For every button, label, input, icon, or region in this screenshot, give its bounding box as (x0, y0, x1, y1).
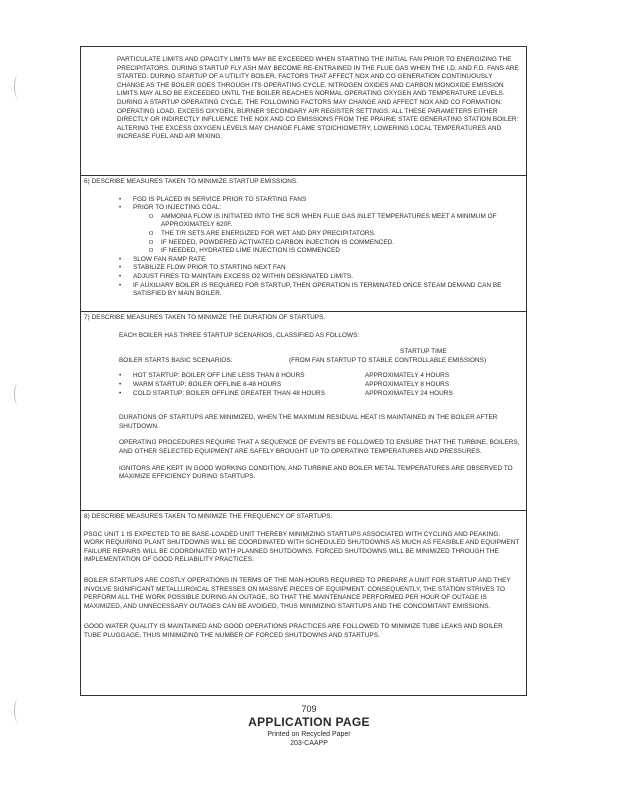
list-item: • ADJUST FIRES TO MAINTAIN EXCESS O2 WITHIN DESIGNATED LIMITS. (81, 273, 520, 282)
table-row (81, 381, 520, 390)
section-paragraph: GOOD WATER QUALITY IS MAINTAINED AND GOOD OPERATIONS PRACTICES ARE FOLLOWED TO MINIMIZE TUBE LEAKS AND BOILER TUBE PLUGGAGE, THUS MINIMIZING THE NUMBER OF FORCED SHUTDOWNS AND STARTUPS. (84, 623, 503, 639)
form-code: 203-CAAPP (290, 740, 328, 747)
sub-list-item: O THE T/R SETS ARE ENERGIZED FOR WET AND DRY PRECIPITATORS. (81, 230, 520, 239)
list-item: • FGD IS PLACED IN SERVICE PRIOR TO STARTING FANS (81, 196, 520, 205)
scenario-label: COLD STARTUP: BOILER OFFLINE GREATER THAN 48 HOURS (133, 389, 326, 397)
binder-hole-mark (14, 384, 21, 404)
form-frame (80, 46, 527, 696)
binder-hole-mark (14, 76, 21, 98)
bullet: • (119, 380, 122, 388)
sub-list-item: O AMMONIA FLOW IS INITIATED INTO THE SCR WHEN FLUE GAS INLET TEMPERATURES MEET A MINIMUM OF APPROXIMATELY 620F. (81, 213, 520, 230)
section-startup-duration (81, 311, 526, 510)
section-startup-emissions (81, 175, 526, 311)
table-row (81, 372, 520, 381)
scenario-label: WARM STARTUP: BOILER OFFLINE 8-48 HOURS (133, 380, 282, 388)
measures-list (81, 196, 520, 299)
time-range-header: (FROM FAN STARTUP TO STABLE CONTROLLABLE EMISSIONS) (289, 356, 487, 364)
scenario-time: APPROXIMATELY 4 HOURS (365, 372, 450, 380)
scenarios-header: BOILER STARTS BASIC SCENARIOS: (119, 356, 233, 364)
table-row (81, 390, 520, 399)
list-item: • IF AUXILIARY BOILER IS REQUIRED FOR STARTUP, THEN OPERATION IS TERMINATED ONCE STEAM DEMAND CAN BE SATISFIED BY MAIN BOILER. (81, 282, 520, 299)
list-item: • STABILIZE FLOW PRIOR TO STARTING NEXT FAN (81, 264, 520, 273)
section-paragraph: PARTICULATE LIMITS AND OPACITY LIMITS MAY BE EXCEEDED WHEN STARTING THE INITIAL FAN PRIOR TO ENERGIZING THE PRECIPITATORS. DURING STARTUP FLY ASH MAY BECOME RE-ENTRAINED IN THE FLUE GAS WHEN THE I.D. AND F.D. FANS ARE STARTED. DURING STARTUP OF A UTILITY BOILER, FACTORS THAT AFFECT NOX AND CO GENERATION CONTINUOUSLY CHANGE AS THE BOILER GOES THROUGH ITS OPERATING CYCLE. NITROGEN OXIDES AND CARBON MONOXIDE EMISSION LIMITS MAY ALSO BE EXCEEDED UNTIL THE BOILER REACHES NORMAL OPERATING OXYGEN AND TEMPERATURE LEVELS. DURING A STARTUP OPERATING CYCLE, THE FOLLOWING FACTORS MAY CHANGE AND AFFECT NOX AND CO FORMATION: OPERATING LOAD, EXCESS OXYGEN, BURNER SECONDARY AIR REGISTER SETTINGS. ALL THESE PARAMETERS EITHER DIRECTLY OR INDIRECTLY INFLUENCE THE NOX AND CO EMISSIONS FROM THE PRAIRIE STATE GENERATING STATION BOILER: ALTERING THE EXCESS OXYGEN LEVELS MAY CHANGE FLAME STOICHIOMETRY, LOWERING LOCAL TEMPERATURES AND INCREASE FUEL AND AIR MIXING. (117, 56, 519, 141)
section-paragraph: OPERATING PROCEDURES REQUIRE THAT A SEQUENCE OF EVENTS BE FOLLOWED TO ENSURE THAT THE TURBINE, BOILERS, AND OTHER SELECTED EQUIPMENT ARE SAFELY BROUGHT UP TO OPERATING TEMPERATURES AND PRESSURES. (119, 439, 520, 455)
section-paragraph: PSGC UNIT 1 IS EXPECTED TO BE BASE-LOADED UNIT THEREBY MINIMIZING STARTUPS ASSOCIATED WITH CYCLING AND PEAKING. WORK REQUIRING PLANT SHUTDOWNS WILL BE COORDINATED WITH SCHEDULED SHUTDOWNS AS MUCH AS FEASIBLE AND EQUIPMENT FAILURE REPAIRS WILL BE COORDINATED WITH PLANNED SHUTDOWNS. FORCED SHUTDOWNS WILL BE MINIMIZED THROUGH THE IMPLEMENTATION OF GOOD RELIABILITY PRACTICES. (84, 530, 520, 564)
section-particulate-limits (81, 47, 526, 175)
table-header (81, 357, 520, 366)
sub-list-item: O IF NEEDED, HYDRATED LIME INJECTION IS COMMENCED (81, 247, 520, 256)
sub-list-item: O IF NEEDED, POWDERED ACTIVATED CARBON INJECTION IS COMMENCED. (81, 239, 520, 248)
list-item: • PRIOR TO INJECTING COAL: (81, 204, 520, 213)
bullet: • (119, 372, 122, 380)
scenario-time: APPROXIMATELY 24 HOURS (365, 389, 453, 397)
section-question: 8) DESCRIBE MEASURES TAKEN TO MINIMIZE THE FREQUENCY OF STARTUPS. (84, 513, 333, 520)
recycled-paper-note: Printed on Recycled Paper (267, 731, 351, 738)
bullet: • (119, 389, 122, 397)
scenario-label: HOT STARTUP: BOILER OFF LINE LESS THAN 8 HOURS (133, 372, 305, 380)
application-page-title: APPLICATION PAGE (248, 715, 370, 729)
section-question: 7) DESCRIBE MEASURES TAKEN TO MINIMIZE THE DURATION OF STARTUPS. (84, 314, 326, 321)
intro-text: EACH BOILER HAS THREE STARTUP SCENARIOS, CLASSIFIED AS FOLLOWS: (119, 331, 360, 339)
scenario-time: APPROXIMATELY 8 HOURS (365, 380, 450, 388)
page-number: 709 (301, 704, 317, 714)
section-paragraph: IGNITORS ARE KEPT IN GOOD WORKING CONDITION, AND TURBINE AND BOILER METAL TEMPERATURES ARE OBSERVED TO MAXIMIZE EFFICIENCY DURING STARTUPS. (119, 464, 513, 481)
section-startup-frequency (81, 510, 526, 695)
section-question: 6) DESCRIBE MEASURES TAKEN TO MINIMIZE STARTUP EMISSIONS. (84, 178, 299, 185)
section-paragraph: BOILER STARTUPS ARE COSTLY OPERATIONS IN TERMS OF THE MAN-HOURS REQUIRED TO PREPARE A UNIT FOR STARTUP AND THEY INVOLVE SIGNIFICANT METALLURGICAL STRESSES ON MASSIVE PIECES OF EQUIPMENT. CONSEQUENTLY, THE STATION STRIVES TO PERFORM ALL THE WORK POSSIBLE DURING AN OUTAGE, SO THAT THE MAINTENANCE PERFORMED PER HOUR OF OUTAGE IS MAXIMIZED, AND UNNECESSARY OUTAGES CAN BE AVOIDED, THUS MINIMIZING STARTUPS AND THE CONCOMITANT EMISSIONS. (84, 576, 511, 610)
list-item: • SLOW FAN RAMP RATE (81, 256, 520, 265)
section-paragraph: DURATIONS OF STARTUPS ARE MINIMIZED, WHEN THE MAXIMUM RESIDUAL HEAT IS MAINTAINED IN THE BOILER AFTER SHUTDOWN. (119, 414, 498, 430)
startup-time-header: STARTUP TIME (400, 348, 447, 356)
